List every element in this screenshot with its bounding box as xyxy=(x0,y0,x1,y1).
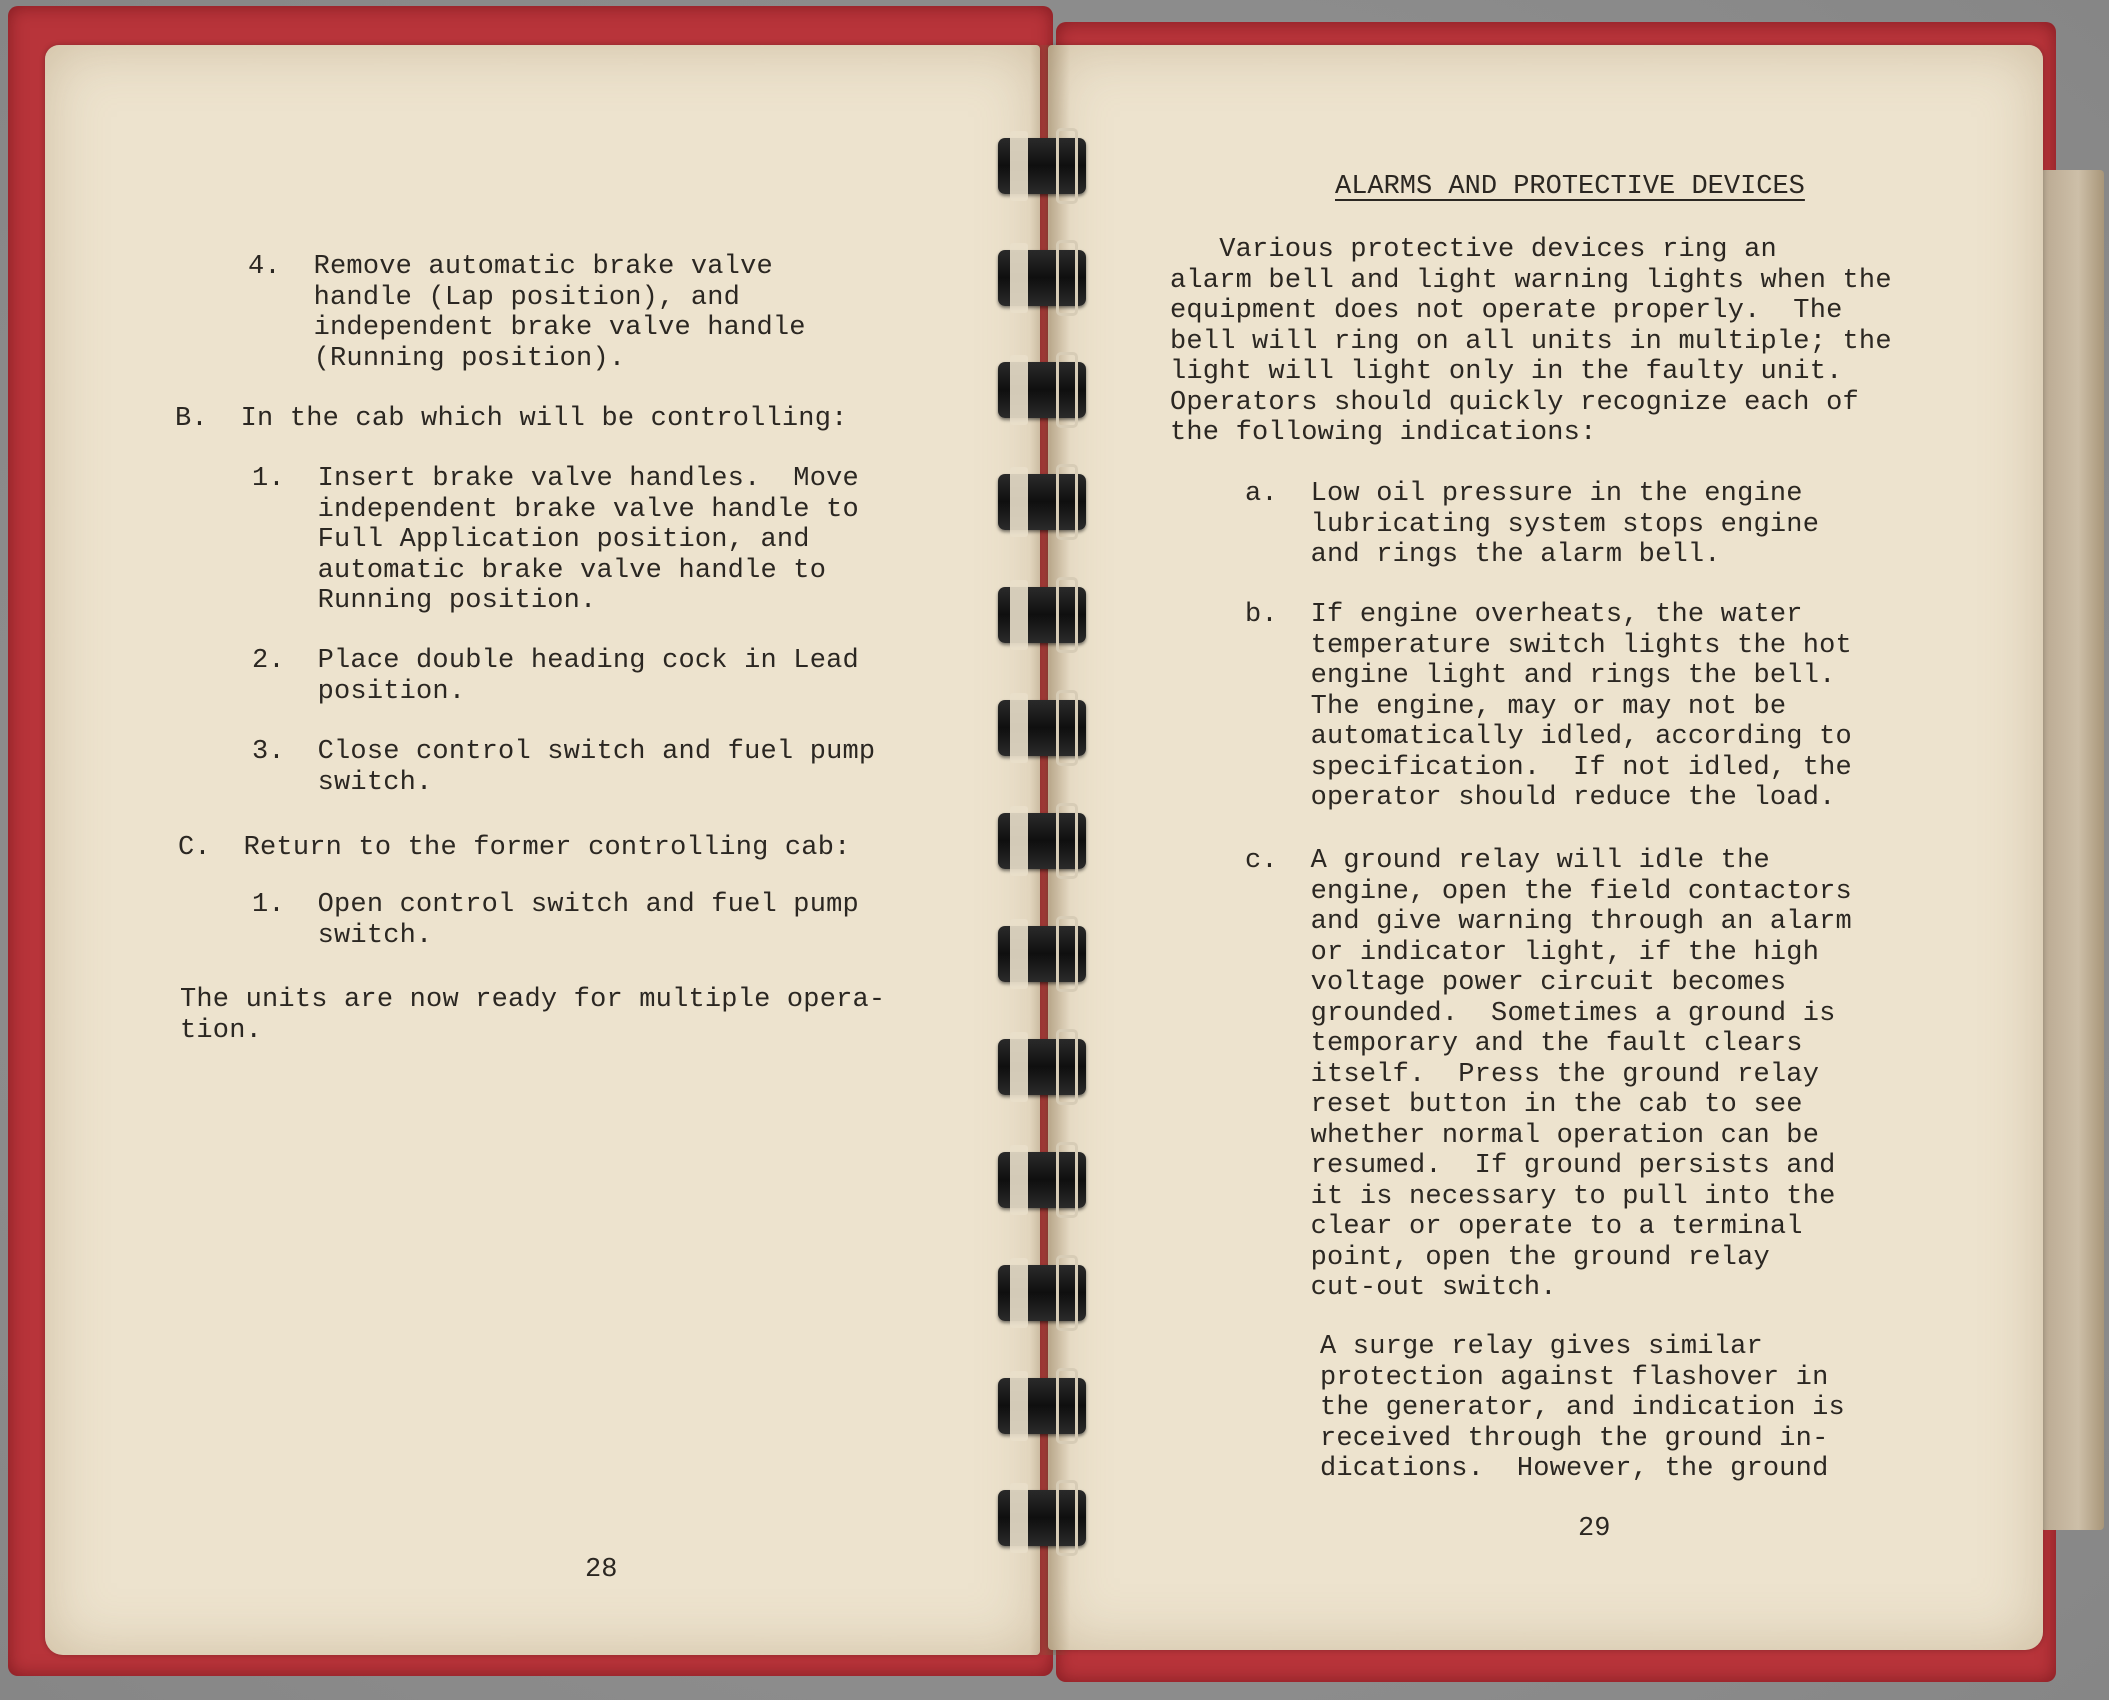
section-b-heading: B. In the cab which will be controlling: xyxy=(175,404,848,434)
page-edge-strip xyxy=(2040,170,2104,1530)
item-c: c. A ground relay will idle the engine, open the field contactors and give warning through an alarm or indicator light, if the high voltage power circuit becomes grounded. Sometimes a ground is temporary and the fault clears itself. Press the ground relay reset button in the cab to see whether normal operation can be resumed. If ground persists and it is necessary to pull into the clear or operate to a terminal point, open the ground relay cut-out switch. xyxy=(1245,846,1852,1303)
binding-coil xyxy=(998,700,1086,756)
step-c1: 1. Open control switch and fuel pump switch. xyxy=(252,890,859,951)
binding-coil xyxy=(998,362,1086,418)
binding-coil xyxy=(998,813,1086,869)
binding-coil xyxy=(998,1039,1086,1095)
item-b: b. If engine overheats, the water temperature switch lights the hot engine light and rings the bell. The engine, may or may not be automatically idled, according to specification. If not idled, the operator should reduce the load. xyxy=(1245,600,1852,813)
binding-coil xyxy=(998,1490,1086,1546)
binding-coil xyxy=(998,250,1086,306)
step-b1: 1. Insert brake valve handles. Move independent brake valve handle to Full Application position, and automatic brake valve handle to Running position. xyxy=(252,464,859,616)
closing-paragraph: The units are now ready for multiple opera- tion. xyxy=(180,985,886,1046)
step-b2: 2. Place double heading cock in Lead position. xyxy=(252,646,859,707)
step-a4: 4. Remove automatic brake valve handle (Lap position), and independent brake valve handle (Running position). xyxy=(248,252,806,374)
section-title: ALARMS AND PROTECTIVE DEVICES xyxy=(1335,172,1805,202)
item-a: a. Low oil pressure in the engine lubricating system stops engine and rings the alarm bell. xyxy=(1245,479,1820,570)
binding-coil xyxy=(998,1265,1086,1321)
intro-paragraph: Various protective devices ring an alarm bell and light warning lights when the equipment does not operate properly. The bell will ring on all units in multiple; the light will light only in the faulty unit. Operators should quickly recognize each of the following indications: xyxy=(1170,235,1892,448)
binding-coil xyxy=(998,587,1086,643)
binding-coil xyxy=(998,1378,1086,1434)
page-number-right: 29 xyxy=(1578,1514,1611,1544)
page-number-left: 28 xyxy=(585,1555,618,1585)
binding-coil xyxy=(998,1152,1086,1208)
section-c-heading: C. Return to the former controlling cab: xyxy=(178,833,851,863)
surge-relay-paragraph: A surge relay gives similar protection against flashover in the generator, and indication is received through the ground in- dications. However, the ground xyxy=(1320,1332,1845,1484)
binding-coil xyxy=(998,138,1086,194)
step-b3: 3. Close control switch and fuel pump switch. xyxy=(252,737,876,798)
binding-coil xyxy=(998,926,1086,982)
binding-coil xyxy=(998,474,1086,530)
